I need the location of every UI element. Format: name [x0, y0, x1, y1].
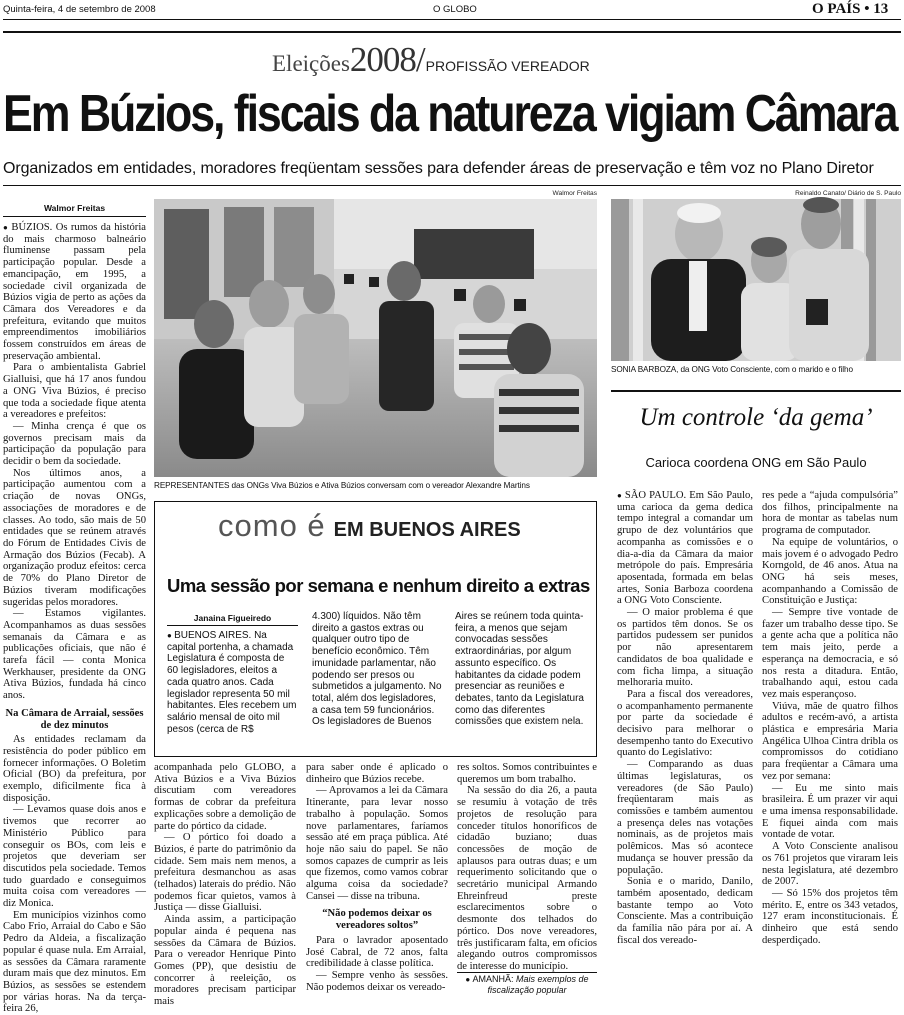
header-rule-2	[3, 31, 901, 33]
main-photo	[154, 199, 597, 477]
paragraph: — Só 15% dos projetos têm mérito. E, entre os 343 vetados, 127 eram inconstitucionais. É dinheiro que está sendo desperdiçado.	[762, 887, 898, 946]
header-paper: O GLOBO	[433, 4, 477, 15]
paragraph: res soltos. Somos contribuintes e queremos um bom trabalho.	[457, 762, 597, 785]
paragraph: Para o ambientalista Gabriel Gialluisi, que há 17 anos fundou a ONG Viva Búzios, é preciso que toda a sociedade fique atenta a vereadores e prefeitos:	[3, 362, 146, 421]
amanha-text: Mais exemplos de fiscalização popular	[487, 974, 589, 995]
photo-caption-main: REPRESENTANTES das ONGs Viva Búzios e Ativa Búzios conversam com o vereador Alexandre Martins	[154, 481, 530, 490]
sidebar-subtitle: Carioca coordena ONG em São Paulo	[645, 455, 867, 470]
paragraph: acompanhada pelo GLOBO, a Ativa Búzios e a Viva Búzios discutiam com vereadores formas de cobrar da prefeitura explicações sobre a demolição de parte do pórtico da cidade.	[154, 762, 296, 832]
como-e-byline-rule	[167, 625, 298, 626]
como-e-kicker	[218, 508, 521, 544]
photo-credit-main: Walmor Freitas	[552, 190, 597, 197]
bullet-icon: ●	[167, 631, 175, 640]
subhead: “Não podemos deixar os vereadores soltos”	[322, 908, 432, 932]
header-rule	[3, 19, 901, 20]
amanha-rule	[457, 972, 597, 973]
section-name: O PAÍS	[812, 1, 861, 17]
paragraph: Na equipe de voluntários, o mais jovem é o advogado Pedro Korngold, de 46 anos. Atua na ONG há seis meses, acompanhando a Comissão de Constituição e Justiça:	[762, 536, 898, 607]
bullet-icon: ●	[617, 491, 625, 500]
lead-text: BÚZIOS. Os rumos da história do mais charmoso balneário fluminense passam pela participação popular. Desde a emancipação, em 1995, a sociedade civil organizada de Búzios vigia de perto as ações da Câmara dos Vereadores e da prefeitura, evitando que muitos empreendimentos imobiliários fossem construídos em áreas de preservação ambiental.	[3, 222, 146, 362]
bottom-col-3	[457, 762, 597, 972]
paragraph: — Comparando as duas últimas legislaturas, os vereadores (de São Paulo) freqüentaram mais as comissões e também aumentou a presença deles nas votações nominais, as de projetos mais polêmicos. Mas só acontece mudança se houver pressão da população.	[617, 759, 753, 876]
photo-caption-right: SONIA BARBOZA, da ONG Voto Consciente, com o marido e o filho	[611, 365, 853, 374]
paragraph: Ainda assim, a participação popular ainda é pequena nas sessões da Câmara de Búzios. Para o vereador Henrique Pinto Gomes (PP), que desistiu de concorrer à reeleição, os moradores precisam participar mais	[154, 914, 296, 1008]
bottom-col-1	[154, 762, 296, 1008]
paragraph: Sonia e o marido, Danilo, também aposentado, dedicam bastante tempo ao Voto Consciente. Mas a contribuição da família não pára por aí. A fiscal dos vereado-	[617, 876, 753, 946]
paragraph	[617, 490, 753, 607]
paragraph: para saber onde é aplicado o dinheiro que Búzios recebe.	[306, 762, 448, 785]
headline-rule	[3, 185, 901, 186]
paragraph: As entidades reclamam da resistência do poder público em fornecer informações. O Boletim Oficial (BO) da prefeitura, por exemplo, dificilmente fica à disposição.	[3, 734, 146, 804]
section-sep: •	[864, 1, 870, 17]
kicker-eleicoes: Eleições	[272, 51, 350, 76]
paragraph: Nos últimos anos, a participação aumentou com a criação de novas ONGs, associações de moradores e de classes. Ao todo, são mais de 50 entidades que se reúnem através do Fórum de Entidades Civis de Armação dos Búzios (Fecab). A organização produz efeitos: cerca de 70% do Plano Diretor de Búzios tiveram modificações sugeridas pelos moradores.	[3, 467, 146, 608]
sidebar-col-1	[617, 490, 753, 1002]
subhead: Na Câmara de Arraial, sessões de dez minutos	[5, 707, 144, 731]
bullet-icon: ●	[3, 223, 12, 232]
paragraph: — Levamos quase dois anos e tivemos que recorrer ao Ministério Público para conseguir os BOs, com leis e projetos que deveriam ser discutidos pela sociedade. Temos tudo guardado e conseguimos muita coisa com vereadores — diz Monica.	[3, 804, 146, 910]
paragraph: — Eu me sinto mais brasileira. É um prazer vir aqui e uma imensa responsabilidade. E fiquei ainda com mais vontade de votar.	[762, 782, 898, 841]
header-date: Quinta-feira, 4 de setembro de 2008	[3, 4, 156, 15]
paragraph: — O pórtico foi doado a Búzios, é parte do patrimônio da cidade. Sem mais nem menos, a prefeitura desmanchou as asas (telhados) laterais do prédio. Não podemos ficar quietos, vamos à Justiça — disse Gialluisi.	[154, 832, 296, 914]
paragraph: — Sempre venho às sessões. Não podemos deixar os vereado-	[306, 969, 448, 993]
paragraph: Na sessão do dia 26, a pauta se resumiu à votação de três projetos de resolução para conceder títulos honoríficos de cidadão buziano; duas concessões de moção de aplausos para outras duas; e um requerimento solicitando que o secretário municipal Armando Ehreinfreud preste esclarecimentos sobre o desmonte dos telhados do pórtico. Dos nove vereadores, três justificaram falta, em ofícios alegando outros compromissos de interesse do município.	[457, 785, 597, 972]
byline-rule	[3, 216, 146, 217]
amanha-teaser	[457, 974, 597, 996]
como-e-label: como é	[218, 508, 326, 543]
amanha-label: AMANHÃ:	[472, 974, 514, 984]
paragraph: — Sempre tive vontade de fazer um trabalho desse tipo. Se a gente acha que a política não tem mais jeito, perde a esperança na democracia, e só nos resta a ditadura. Então, trabalhando aqui, estou cada vez mais esperançoso.	[762, 607, 898, 700]
paragraph: — O maior problema é que os partidos têm donos. Se os partidos pudessem ser punidos por não apresentarem candidatos de boa qualidade e com ficha limpa, a situação melhoraria muito.	[617, 607, 753, 689]
paragraph: Em municípios vizinhos como Cabo Frio, Arraial do Cabo e São Pedro da Aldeia, a fiscalização popular é quase nula. Em Arraial, as sessões da Câmara raramente duram mais que dez minutos. Em Búzios, as sessões se estendem por várias horas. Na da terça-feira 26,	[3, 909, 146, 1015]
como-e-col3: Aires se reúnem toda quinta-feira, a menos que sejam convocadas sessões extraordinárias, por algum assunto específico. Os habitantes da cidade podem presenciar as reuniões e debates, tanto da Legislatura como das diferentes comissões que existem nela.	[455, 611, 584, 728]
kicker-slash: /	[415, 40, 426, 79]
paragraph: Viúva, mãe de quatro filhos adultos e recém-avó, a artista plástica e empresária Maria Angélica Ulhoa Cintra dribla os compromissos do cotidiano para freqüentar a Câmara uma vez por semana:	[762, 700, 898, 782]
paragraph: A Voto Consciente analisou os 761 projetos que viraram leis nesta legislatura, até dezembro de 2007.	[762, 841, 898, 888]
paragraph	[3, 222, 146, 362]
kicker-profissao: PROFISSÃO VEREADOR	[425, 58, 590, 74]
right-photo	[611, 199, 901, 361]
sidebar-col-2	[762, 490, 898, 1002]
kicker	[272, 40, 590, 80]
como-e-byline: Janaina Figueiredo	[193, 613, 272, 623]
page-number: 13	[873, 1, 889, 17]
headline: Em Búzios, fiscais da natureza vigiam Câmara	[3, 85, 897, 143]
paragraph: — Estamos vigilantes. Acompanhamos as duas sessões semanais da Câmara e as publicações oficiais, que não é tarefa fácil — conta Monica Werkhauser, presidente da ONG Ativa Búzios, fundada há cinco anos.	[3, 608, 146, 702]
como-e-place: EM BUENOS AIRES	[333, 519, 521, 541]
paragraph: res pede a “ajuda compulsória” dos filhos, principalmente na hora de montar as tabelas num programa de computador.	[762, 490, 898, 537]
paragraph: Para a fiscal dos vereadores, o acompanhamento permanente por parte da sociedade é decisivo para melhorar o desempenho tanto do Executivo quanto do Legislativo:	[617, 688, 753, 759]
meeting-photo-image	[154, 199, 597, 477]
sidebar-title: Um controle ‘da gema’	[639, 404, 873, 431]
main-story-column	[3, 222, 146, 1015]
como-e-col1-text: BUENOS AIRES. Na capital portenha, a chamada Legislatura é composta de 60 legisladores, eleitos a cada quatro anos. Cada legislador representa 50 mil habitantes. Eles recebem um salário mensal de oito mil pesos (cerca de R$	[167, 630, 297, 735]
como-e-title: Uma sessão por semana e nenhum direito a extras	[167, 575, 590, 596]
kicker-year: 2008	[349, 40, 416, 79]
paragraph: Para o lavrador aposentado José Cabral, de 72 anos, falta credibilidade à classe política.	[306, 934, 448, 970]
sidebar-lead-text: SÃO PAULO. Em São Paulo, uma carioca da gema dedica tempo integral a comandar um grupo de dez voluntários que acompanha as comissões e o dia-a-dia da Câmara da maior metrópole do país. Empresária aposentada, formada em belas artes, Sonia Barboza coordena a ONG Voto Consciente.	[617, 490, 753, 607]
subheadline: Organizados em entidades, moradores freqüentam sessões para defender áreas de preservação e têm voz no Plano Diretor	[3, 160, 874, 177]
como-e-col2: 4.300) líquidos. Não têm direito a gastos extras ou qualquer outro tipo de benefício econômico. Têm imunidade parlamentar, não podendo ser presos ou submetidos a julgamento. No total, além dos legisladores, a casa tem 59 funcionários. Os legisladores de Buenos	[312, 611, 442, 728]
como-e-col1	[167, 630, 298, 735]
family-photo-image	[611, 199, 901, 361]
paragraph: — Aprovamos a lei da Câmara Itinerante, para levar nosso trabalho à população. Somos nove parlamentares, faríamos sessão até em praça pública. Até hoje não saiu do papel. Se não somos capazes de cumprir as leis que fizemos, como vamos cobrar alguma coisa da sociedade? Cansei — disse na tribuna.	[306, 785, 448, 902]
paragraph: — Minha crença é que os governos precisam mais da participação da população para decidir o bem da sociedade.	[3, 420, 146, 468]
header-section	[812, 1, 888, 18]
photo-credit-right: Reinaldo Canato/ Diário de S. Paulo	[795, 190, 901, 197]
bottom-col-2	[306, 762, 448, 1002]
main-byline: Walmor Freitas	[43, 203, 106, 213]
bullet-icon: ●	[465, 975, 473, 984]
